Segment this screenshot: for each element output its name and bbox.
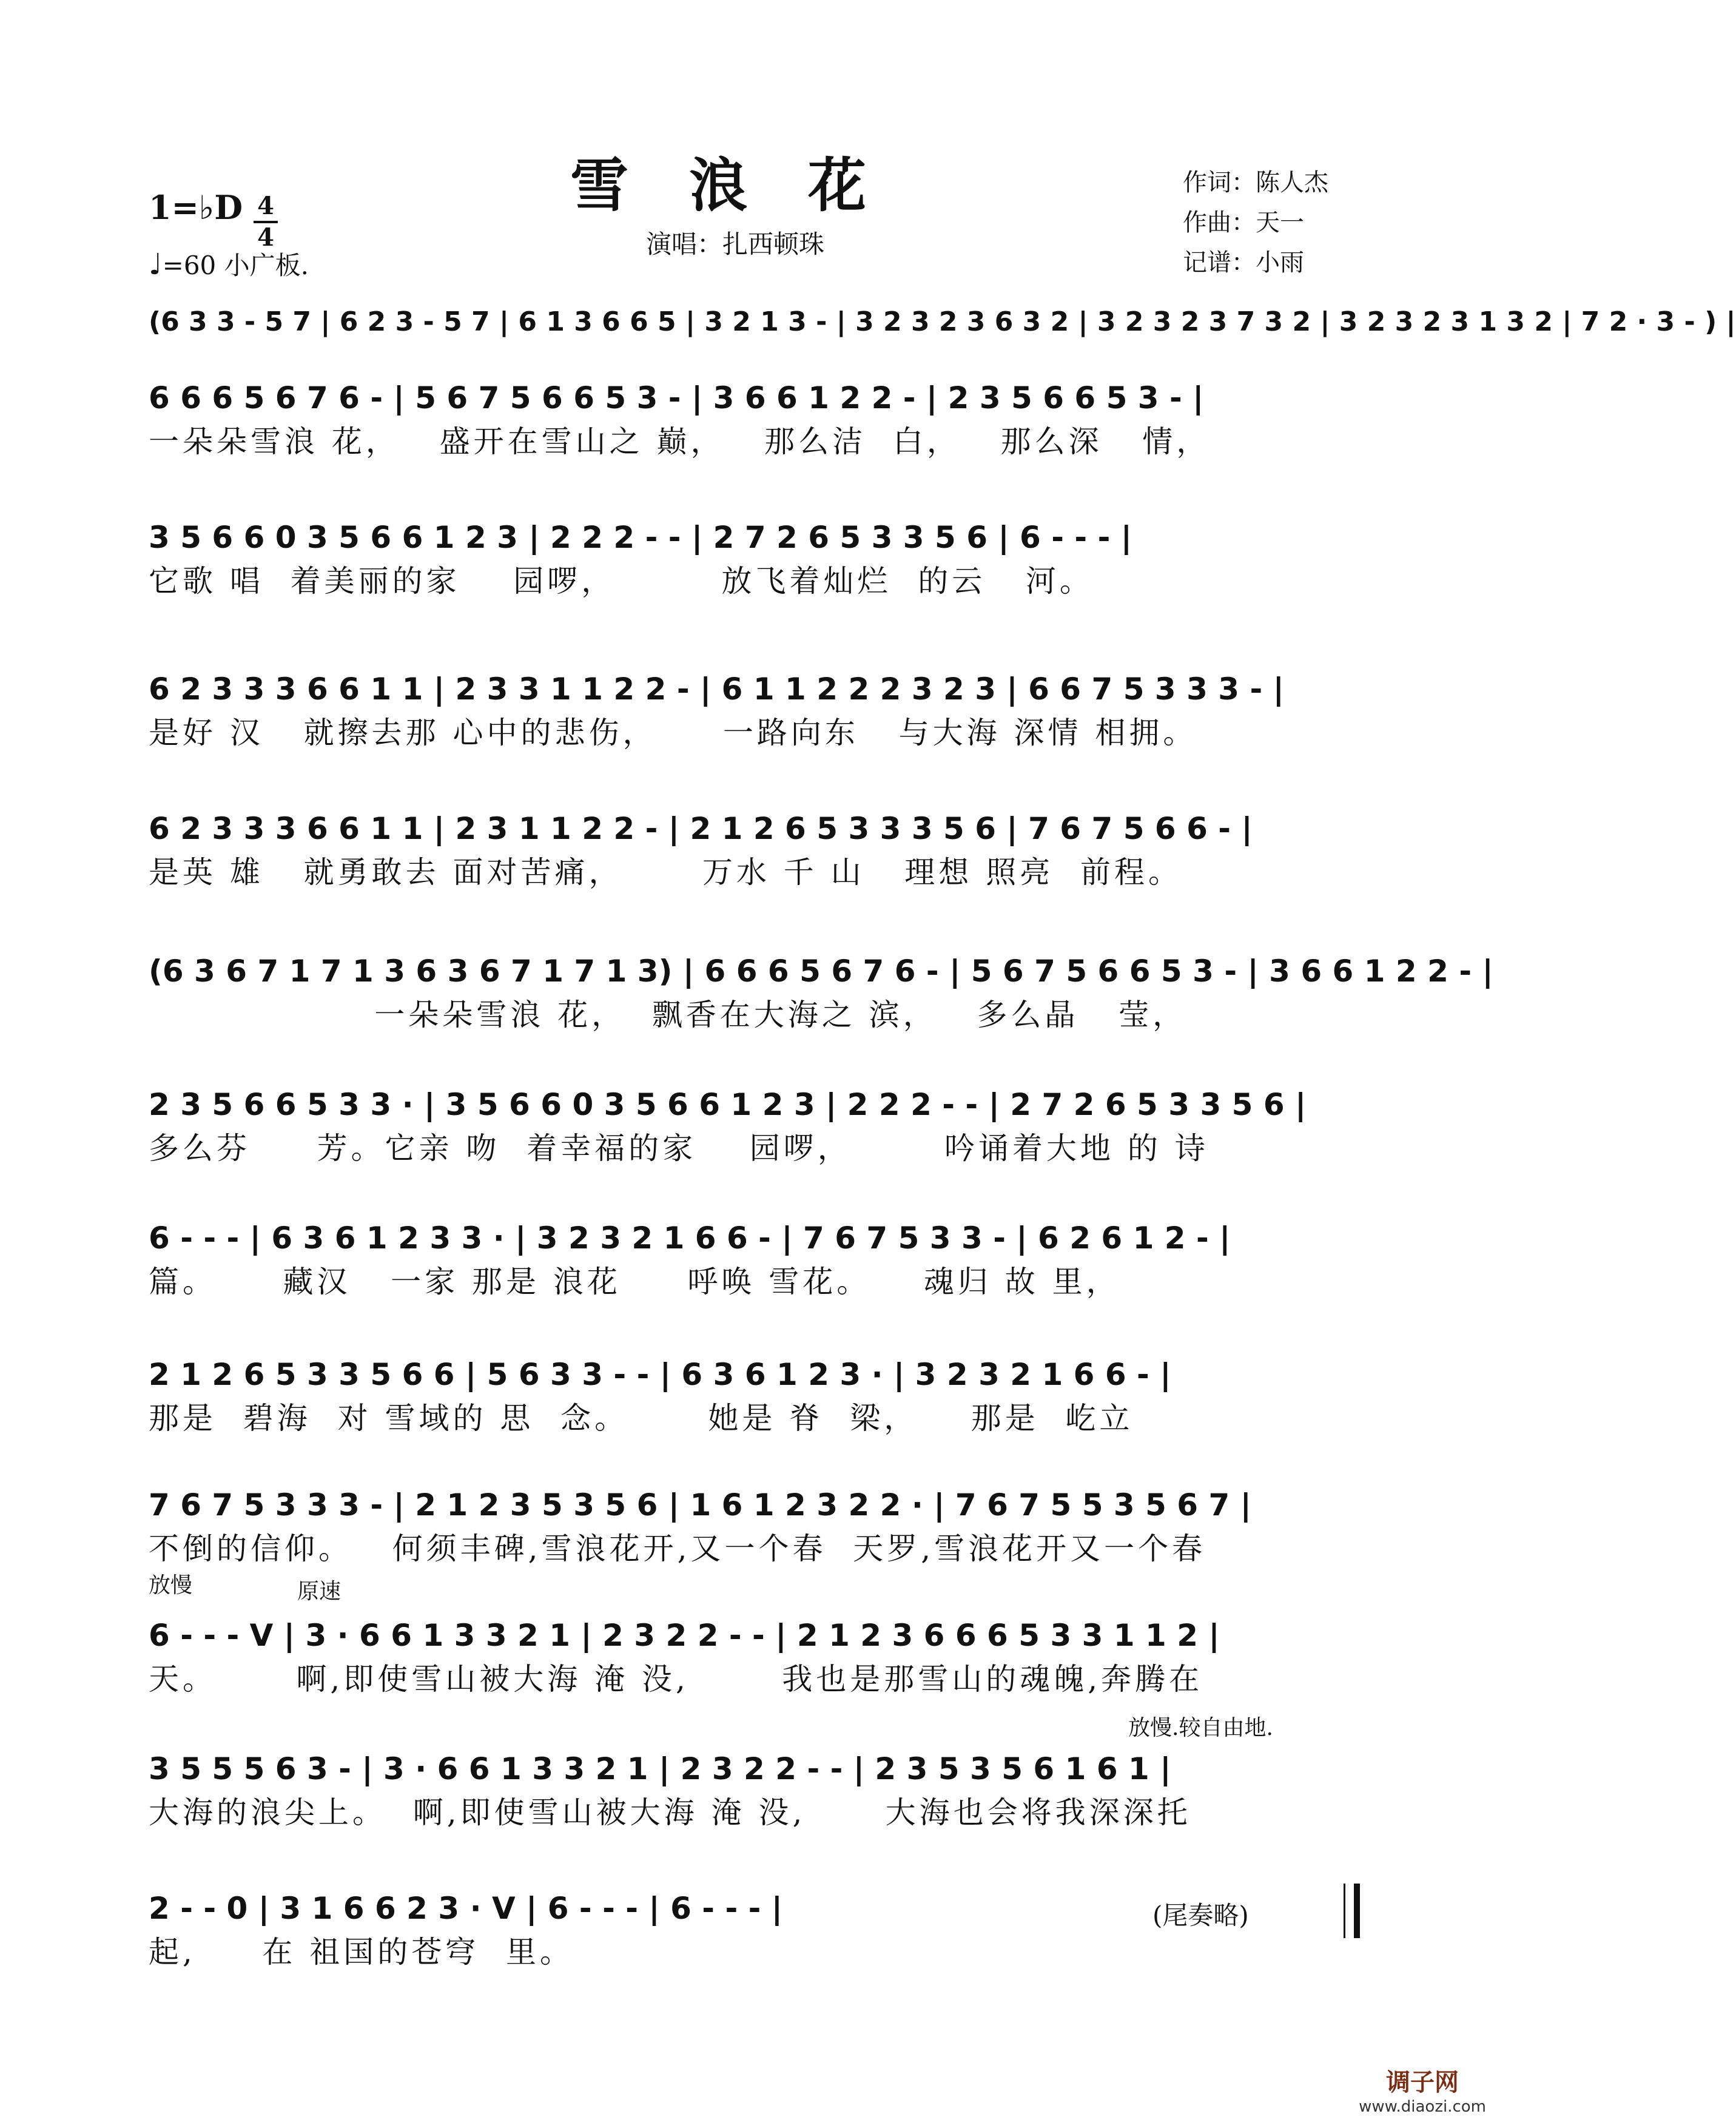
lyric-line: 一朵朵雪浪 花， 飘香在大海之 滨， 多么晶 莹， [149, 997, 1187, 1032]
credits-block [1183, 163, 1328, 283]
time-numerator: 4 [257, 192, 274, 220]
song-title: 雪浪花 [570, 151, 927, 220]
lyric-line: 那是 碧海 对 雪域的 思 念。 她是 脊 梁， 那是 屹立 [149, 1401, 1134, 1436]
score-system-10 [149, 1614, 1368, 1701]
tempo-text: =60 小广板. [162, 251, 309, 280]
lyric-line: 起, 在 祖国的苍穹 里。 [149, 1934, 574, 1970]
score-system-8 [149, 1353, 1368, 1440]
lyric-line: 多么芬 芳。它亲 吻 着幸福的家 园啰， 吟诵着大地 的 诗 [149, 1131, 1209, 1166]
score-system-4 [149, 807, 1368, 894]
notation-line: (6 3 6 7 1 7 1 3 6 3 6 7 1 7 1 3) | 6 6 6 5 6 7 6 - | 5 6 7 5 6 6 5 3 - | 3 6 6 1 2 2 - | [149, 954, 1493, 989]
score-system-7 [149, 1216, 1368, 1304]
tempo-marking [149, 246, 309, 282]
quarter-note-icon: ♩ [149, 247, 163, 281]
lyricist-credit: 作词：陈人杰 [1183, 169, 1328, 197]
composer-credit: 作曲：天一 [1183, 209, 1304, 237]
lyric-line: 大海的浪尖上。 啊,即使雪山被大海 淹 没, 大海也会将我深深托 [149, 1795, 1191, 1830]
direction-slow: 放慢 [149, 1573, 193, 1598]
score-system-12 [149, 1887, 1095, 1974]
outro-note: (尾奏略) [1152, 1901, 1249, 1930]
lyric-line: 是好 汉 就擦去那 心中的悲伤， 一路向东 与大海 深情 相拥。 [149, 715, 1197, 750]
notation-line: 3 5 5 5 6 3 - | 3 · 6 6 1 3 3 2 1 | 2 3 2 2 - - | 2 3 5 3 5 6 1 6 1 | [149, 1751, 1171, 1786]
score-system-11 [149, 1747, 1368, 1834]
notation-line: 7 6 7 5 3 3 3 - | 2 1 2 3 5 3 5 6 | 1 6 1 2 3 2 2 · | 7 6 7 5 5 3 5 6 7 | [149, 1487, 1251, 1523]
site-watermark [1359, 2063, 1486, 2116]
notation-line: 2 - - 0 | 3 1 6 6 2 3 · V | 6 - - - | 6 - - - | [149, 1891, 783, 1926]
singer-credit: 演唱：扎西顿珠 [646, 229, 825, 259]
notation-line: 6 - - - | 6 3 6 1 2 3 3 · | 3 2 3 2 1 6 6 - | 7 6 7 5 3 3 - | 6 2 6 1 2 - | [149, 1221, 1231, 1256]
notation-line: 6 2 3 3 3 6 6 1 1 | 2 3 1 1 2 2 - | 2 1 2 6 5 3 3 3 5 6 | 7 6 7 5 6 6 - | [149, 811, 1253, 846]
notation-line: 6 - - - V | 3 · 6 6 1 3 3 2 1 | 2 3 2 2 - - | 2 1 2 3 6 6 6 5 3 3 1 1 2 | [149, 1618, 1220, 1653]
notation-line: 3 5 6 6 0 3 5 6 6 1 2 3 | 2 2 2 - - | 2 7 2 6 5 3 3 5 6 | 6 - - - | [149, 520, 1132, 555]
score-system-1 [149, 376, 1368, 463]
score-system-9 [149, 1483, 1368, 1571]
watermark-name: 调子网 [1386, 2069, 1459, 2096]
lyric-line: 是英 雄 就勇敢去 面对苦痛， 万水 千 山 理想 照亮 前程。 [149, 855, 1182, 890]
lyric-line: 它歌 唱 着美丽的家 园啰， 放飞着灿烂 的云 河。 [149, 564, 1094, 599]
notation-line: 2 3 5 6 6 5 3 3 · | 3 5 6 6 0 3 5 6 6 1 2 3 | 2 2 2 - - | 2 7 2 6 5 3 3 5 6 | [149, 1087, 1307, 1122]
final-barline-thin [1344, 1884, 1345, 1938]
time-signature [254, 193, 278, 251]
final-barline-thick [1354, 1884, 1360, 1938]
transcriber-credit: 记谱：小雨 [1183, 249, 1304, 277]
notation-line: 6 2 3 3 3 6 6 1 1 | 2 3 3 1 1 2 2 - | 6 1 1 2 2 2 3 2 3 | 6 6 7 5 3 3 3 - | [149, 672, 1284, 707]
watermark-url: www.diaozi.com [1359, 2098, 1486, 2116]
direction-original-tempo: 原速 [297, 1579, 341, 1604]
score-system-3 [149, 667, 1368, 755]
notation-line: 2 1 2 6 5 3 3 5 6 6 | 5 6 3 3 - - | 6 3 6 1 2 3 · | 3 2 3 2 1 6 6 - | [149, 1357, 1171, 1392]
notation-line: 6 6 6 5 6 7 6 - | 5 6 7 5 6 6 5 3 - | 3 6 6 1 2 2 - | 2 3 5 6 6 5 3 - | [149, 380, 1204, 416]
intro-notation: (6 3 3 - 5 7 | 6 2 3 - 5 7 | 6 1 3 6 6 5 | 3 2 1 3 - | 3 2 3 2 3 6 3 2 | 3 2 3 2 3 7 3 2 | 3 2 3 2 3 1 3 2 | 7 2 · 3 - ) | [149, 306, 1736, 337]
score-system-6 [149, 1083, 1368, 1170]
lyric-line: 篇。 藏汉 一家 那是 浪花 呼唤 雪花。 魂归 故 里， [149, 1264, 1120, 1299]
key-signature: 1=♭D [149, 188, 243, 227]
score-system-2 [149, 516, 1368, 603]
lyric-line: 不倒的信仰。 何须丰碑,雪浪花开,又一个春 天罗,雪浪花开又一个春 [149, 1531, 1206, 1566]
lyric-line: 一朵朵雪浪 花， 盛开在雪山之 巅， 那么洁 白， 那么深 情， [149, 424, 1211, 459]
score-system-5 [149, 949, 1493, 1037]
direction-slow-free: 放慢.较自由地. [1128, 1716, 1273, 1740]
time-denominator: 4 [257, 223, 274, 252]
lyric-line: 天。 啊,即使雪山被大海 淹 没, 我也是那雪山的魂魄,奔腾在 [149, 1662, 1203, 1697]
